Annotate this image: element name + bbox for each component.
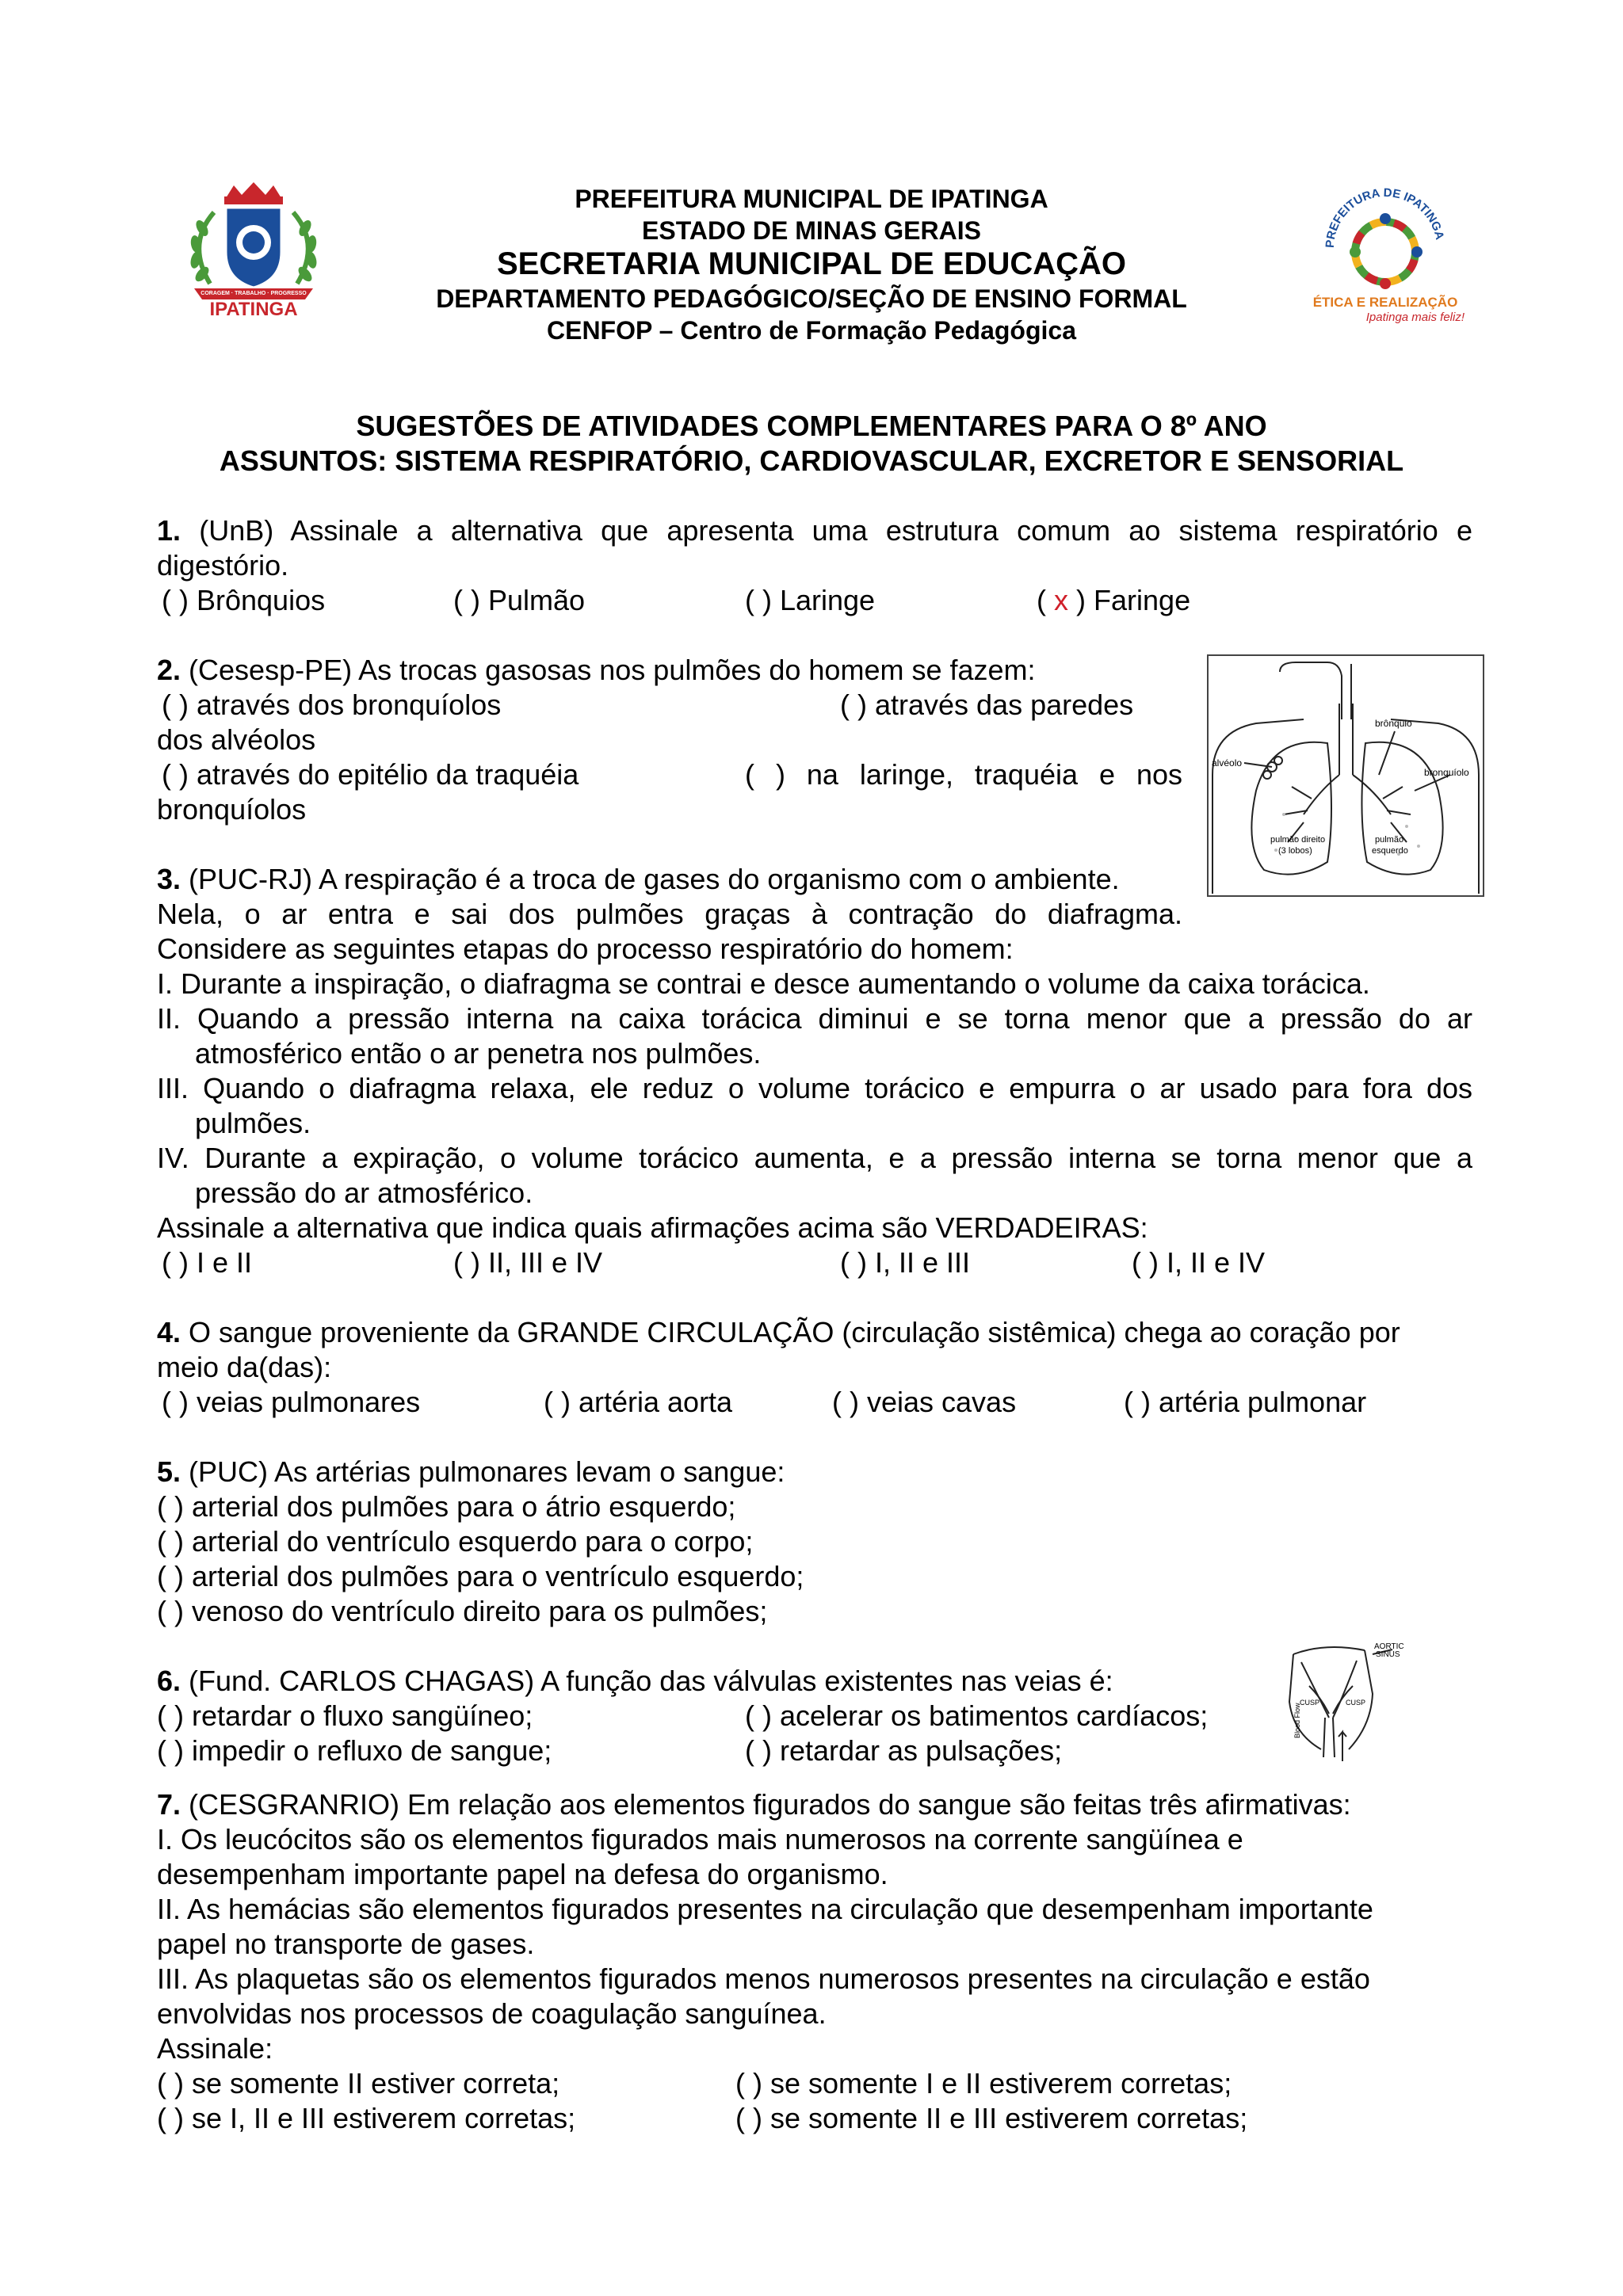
activity-title: SUGESTÕES DE ATIVIDADES COMPLEMENTARES PARA O 8º ANO (356, 410, 1267, 442)
q7-item-ii: II. As hemácias são elementos figurados presentes na circulação que desempenham importante (157, 1893, 1373, 1925)
q7-question: Assinale: (157, 2032, 273, 2065)
q3-option-d[interactable]: ( ) I, II e IV (1132, 1246, 1266, 1279)
q6-statement: 6. (Fund. CARLOS CHAGAS) A função das válvulas existentes nas veias é: (157, 1665, 1113, 1697)
q4-number: 4. (157, 1316, 181, 1348)
q3-item-iv-cont: pressão do ar atmosférico. (195, 1177, 533, 1209)
respiratory-system-diagram (1207, 654, 1484, 897)
q2-option-a[interactable]: ( ) através dos bronquíolos (162, 688, 502, 721)
q1-number: 1. (157, 514, 181, 547)
valve-label-sinus: SINUS (1376, 1650, 1400, 1659)
q3-option-b[interactable]: ( ) II, III e IV (453, 1246, 603, 1279)
valve-label-blood-flow: Blood Flow (1293, 1703, 1301, 1738)
q5-number: 5. (157, 1455, 181, 1488)
q3-statement-line2: Nela, o ar entra e sai dos pulmões graças à contração do diafragma. (157, 898, 1182, 930)
header-cenfop: CENFOP – Centro de Formação Pedagógica (546, 316, 1076, 345)
q2-statement: 2. (Cesesp-PE) As trocas gasosas nos pulmões do homem se fazem: (157, 654, 1036, 686)
q2-option-d[interactable]: ( ) na laringe, traquéia e nos (745, 758, 1182, 791)
vein-valve-diagram (1277, 1638, 1420, 1765)
valve-label-aortic: AORTIC (1374, 1642, 1404, 1651)
diagram-label-esquerdo: esquerdo (1372, 846, 1408, 856)
diagram-label-bronquiolo: bronquíolo (1424, 767, 1469, 778)
q6-option-b[interactable]: ( ) acelerar os batimentos cardíacos; (745, 1699, 1209, 1732)
header-prefeitura: PREFEITURA MUNICIPAL DE IPATINGA (575, 185, 1048, 213)
q3-question: Assinale a alternativa que indica quais afirmações acima são VERDADEIRAS: (157, 1211, 1148, 1244)
valve-label-cusp-left: CUSP (1300, 1699, 1320, 1707)
q3-item-iii: III. Quando o diafragma relaxa, ele reduz o volume torácico e empurra o ar usado para fora dos (157, 1072, 1472, 1104)
q4-statement-line1: 4. O sangue proveniente da GRANDE CIRCULAÇÃO (circulação sistêmica) chega ao coração por (157, 1316, 1400, 1348)
header-departamento: DEPARTAMENTO PEDAGÓGICO/SEÇÃO DE ENSINO FORMAL (436, 284, 1187, 313)
q7-item-i: I. Os leucócitos são os elementos figurados mais numerosos na corrente sangüínea e (157, 1823, 1243, 1855)
q7-option-b[interactable]: ( ) se somente I e II estiverem corretas; (735, 2067, 1232, 2100)
q3-statement-line3: Considere as seguintes etapas do processo respiratório do homem: (157, 933, 1014, 965)
q2-option-b-cont: dos alvéolos (157, 723, 316, 756)
diagram-label-pulmao-direito: pulmão direito (1270, 835, 1326, 845)
q1-option-c[interactable]: ( ) Laringe (745, 584, 876, 616)
logo-slogan: ÉTICA E REALIZAÇÃO (1312, 295, 1458, 310)
q1-text: (UnB) Assinale a alternativa que apresenta uma estrutura comum ao sistema respiratório e (199, 514, 1472, 547)
logo-tagline: Ipatinga mais feliz! (1365, 311, 1465, 324)
q3-item-ii: II. Quando a pressão interna na caixa torácica diminui e se torna menor que a pressão do ar (157, 1002, 1472, 1035)
q5-option-a[interactable]: ( ) arterial dos pulmões para o átrio esquerdo; (157, 1490, 736, 1523)
q1-statement-line1 (157, 513, 1472, 548)
etica-realizacao-logo (1306, 173, 1465, 331)
diagram-label-pulmao-esquerdo: pulmão (1375, 835, 1404, 845)
q1-statement-line2: digestório. (157, 549, 289, 582)
logo-ribbon-text: CORAGEM · TRABALHO · PROGRESSO (200, 291, 307, 296)
logo-arc-text: PREFEITURA DE IPATINGA (1323, 185, 1447, 249)
q3-item-i: I. Durante a inspiração, o diafragma se contrai e desce aumentando o volume da caixa torácica. (157, 967, 1370, 1000)
q6-option-c[interactable]: ( ) impedir o refluxo de sangue; (157, 1734, 552, 1767)
q3-item-iii-cont: pulmões. (195, 1107, 311, 1139)
diagram-label-bronquio: brônquio (1375, 718, 1412, 729)
diagram-label-lobos: (3 lobos) (1278, 846, 1312, 856)
q2-option-c[interactable]: ( ) através do epitélio da traquéia (162, 758, 579, 791)
valve-label-cusp-right: CUSP (1346, 1699, 1366, 1707)
header-estado: ESTADO DE MINAS GERAIS (642, 216, 981, 245)
q3-item-ii-cont: atmosférico então o ar penetra nos pulmões. (195, 1037, 762, 1070)
q7-option-a[interactable]: ( ) se somente II estiver correta; (157, 2067, 560, 2100)
q2-option-d-cont: bronquíolos (157, 793, 307, 826)
q6-option-d[interactable]: ( ) retardar as pulsações; (745, 1734, 1063, 1767)
q5-option-b[interactable]: ( ) arterial do ventrículo esquerdo para o corpo; (157, 1525, 754, 1558)
q2-option-b[interactable]: ( ) através das paredes (840, 688, 1134, 721)
q7-item-iii-cont: envolvidas nos processos de coagulação sanguínea. (157, 1997, 827, 2030)
q3-option-a[interactable]: ( ) I e II (162, 1246, 253, 1279)
q4-option-b[interactable]: ( ) artéria aorta (544, 1386, 733, 1418)
q7-item-iii: III. As plaquetas são os elementos figurados menos numerosos presentes na circulação e estão (157, 1962, 1370, 1995)
q4-option-d[interactable]: ( ) artéria pulmonar (1124, 1386, 1367, 1418)
q1-option-a[interactable]: ( ) Brônquios (162, 584, 326, 616)
q1-option-d[interactable]: ( x ) Faringe (1037, 584, 1191, 616)
q3-item-iv: IV. Durante a expiração, o volume torácico aumenta, e a pressão interna se torna menor que a (157, 1142, 1472, 1174)
q7-option-d[interactable]: ( ) se somente II e III estiverem corretas; (735, 2102, 1248, 2134)
q7-option-c[interactable]: ( ) se I, II e III estiverem corretas; (157, 2102, 576, 2134)
q2-number: 2. (157, 654, 181, 686)
q1-selected-mark: x (1054, 584, 1069, 616)
q1-option-b[interactable]: ( ) Pulmão (453, 584, 586, 616)
activity-subjects: ASSUNTOS: SISTEMA RESPIRATÓRIO, CARDIOVASCULAR, EXCRETOR E SENSORIAL (219, 444, 1404, 477)
q3-option-c[interactable]: ( ) I, II e III (840, 1246, 971, 1279)
q7-statement: 7. (CESGRANRIO) Em relação aos elementos figurados do sangue são feitas três afirmativas: (157, 1788, 1351, 1821)
q4-option-c[interactable]: ( ) veias cavas (832, 1386, 1017, 1418)
q5-option-d[interactable]: ( ) venoso do ventrículo direito para os pulmões; (157, 1595, 768, 1627)
q3-statement-line1: 3. (PUC-RJ) A respiração é a troca de gases do organismo com o ambiente. (157, 863, 1120, 895)
q4-option-a[interactable]: ( ) veias pulmonares (162, 1386, 421, 1418)
diagram-label-alveolo: alvéolo (1212, 757, 1243, 769)
q5-option-c[interactable]: ( ) arterial dos pulmões para o ventrículo esquerdo; (157, 1560, 804, 1592)
q4-statement-line2: meio da(das): (157, 1351, 332, 1383)
q5-statement: 5. (PUC) As artérias pulmonares levam o sangue: (157, 1455, 785, 1488)
logo-city-name: IPATINGA (209, 299, 298, 320)
q3-number: 3. (157, 863, 181, 895)
q6-option-a[interactable]: ( ) retardar o fluxo sangüíneo; (157, 1699, 533, 1732)
q7-item-i-cont: desempenham importante papel na defesa do organismo. (157, 1858, 888, 1890)
q6-number: 6. (157, 1665, 181, 1697)
header-secretaria: SECRETARIA MUNICIPAL DE EDUCAÇÃO (496, 246, 1127, 281)
q7-item-ii-cont: papel no transporte de gases. (157, 1928, 535, 1960)
q7-number: 7. (157, 1788, 181, 1821)
